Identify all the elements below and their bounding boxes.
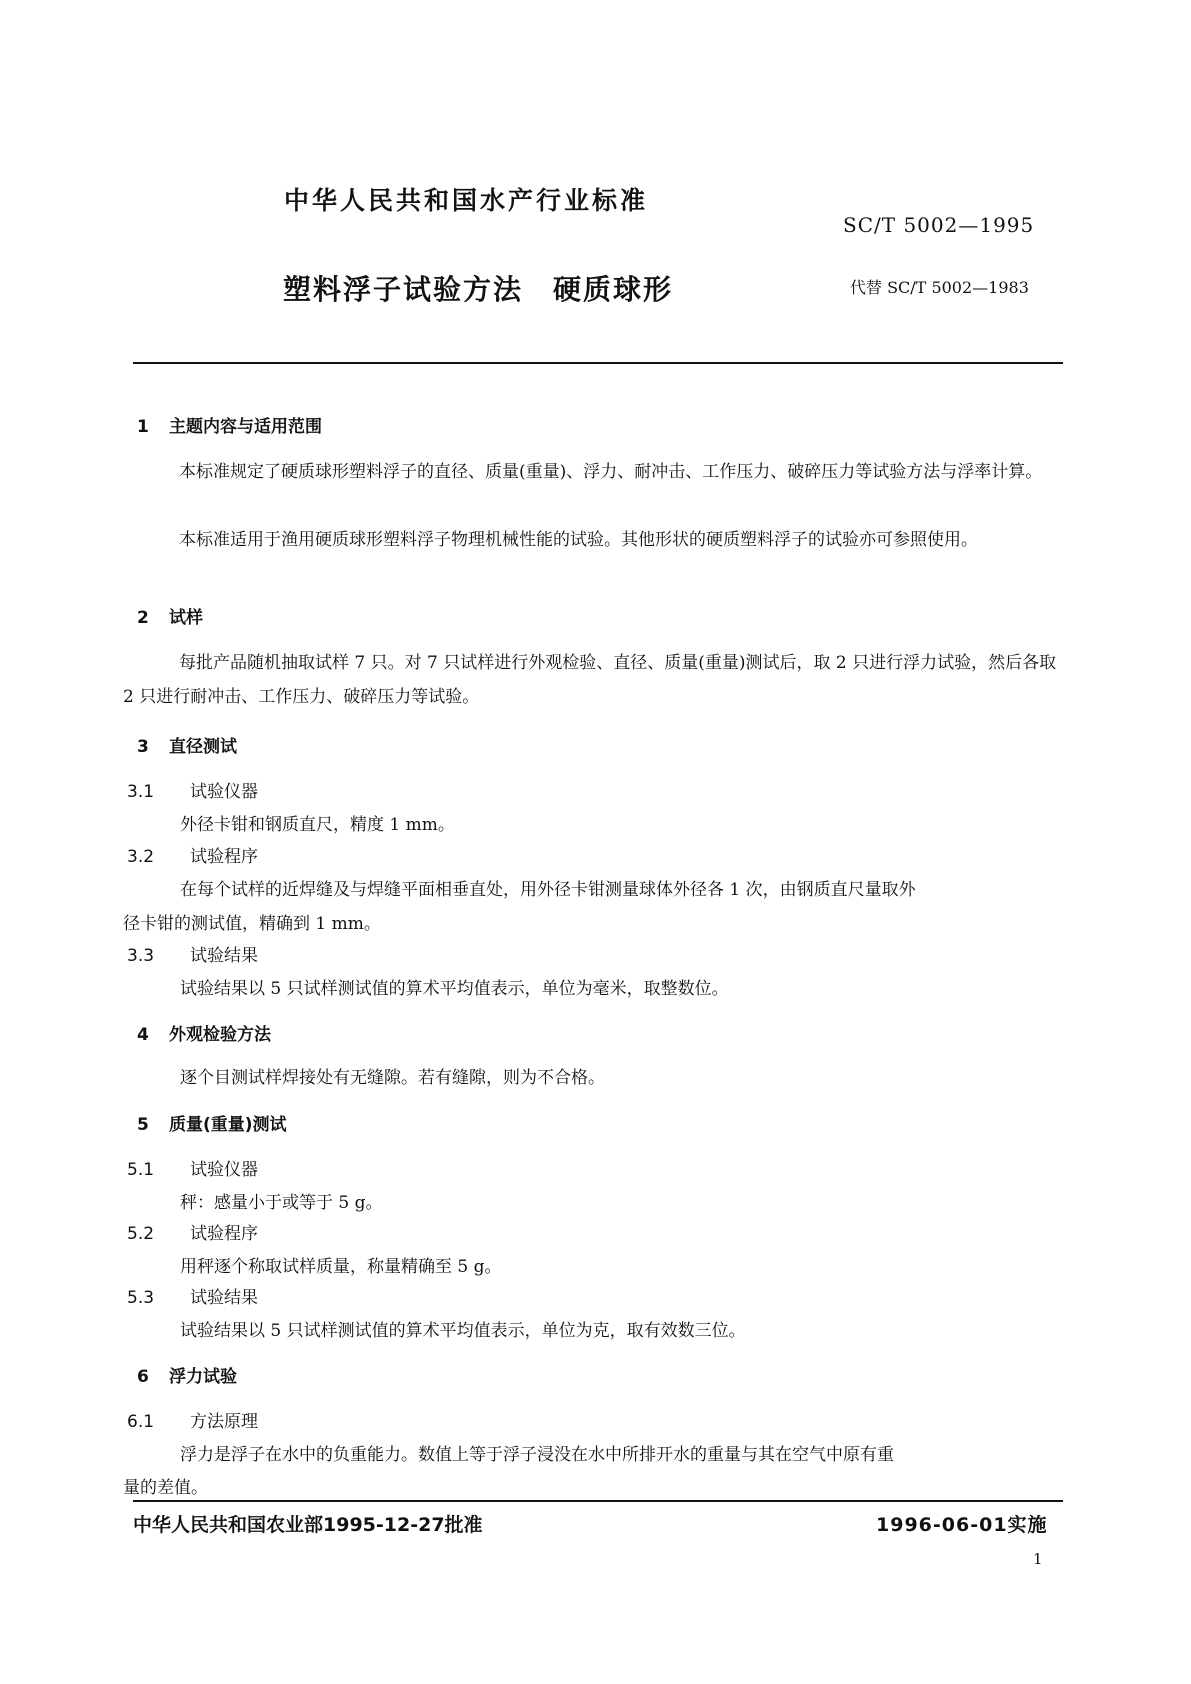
section-title: 外观检验方法	[169, 1025, 271, 1045]
subsection-title: 试验仪器	[190, 1160, 258, 1180]
section-4-text: 逐个目测试样焊接处有无缝隙。若有缝隙，则为不合格。	[180, 1068, 605, 1088]
subsection-3-3-text: 试验结果以 5 只试样测试值的算术平均值表示，单位为毫米，取整数位。	[180, 979, 729, 999]
standard-category-title: 中华人民共和国水产行业标准	[284, 186, 649, 215]
subsection-3-3-heading	[127, 941, 258, 966]
section-4-heading	[137, 1020, 271, 1045]
section-2-heading	[137, 603, 203, 628]
subsection-title: 方法原理	[190, 1412, 258, 1432]
subsection-title: 试验仪器	[190, 782, 258, 802]
section-1-heading	[137, 412, 322, 437]
section-5-heading	[137, 1110, 287, 1135]
subsection-5-1-heading	[127, 1155, 258, 1180]
section-number: 5	[137, 1115, 149, 1135]
subsection-3-1-text: 外径卡钳和钢质直尺，精度 1 mm。	[180, 815, 455, 835]
subsection-5-3-heading	[127, 1283, 258, 1308]
subsection-3-2-heading	[127, 842, 258, 867]
subsection-3-1-heading	[127, 777, 258, 802]
subsection-5-1-text: 秤：感量小于或等于 5 g。	[180, 1193, 383, 1213]
subsection-3-2-text-line-1: 在每个试样的近焊缝及与焊缝平面相垂直处，用外径卡钳测量球体外径各 1 次，由钢质直尺量取外	[180, 880, 916, 900]
approval-line: 中华人民共和国农业部1995-12-27批准	[133, 1514, 483, 1536]
header-divider	[133, 362, 1063, 364]
subsection-title: 试验程序	[190, 1224, 258, 1244]
document-title: 塑料浮子试验方法 硬质球形	[283, 273, 674, 306]
subsection-number: 6.1	[127, 1412, 155, 1432]
subsection-title: 试验结果	[190, 946, 258, 966]
standard-code: SC/T 5002—1995	[843, 213, 1035, 237]
subsection-5-2-heading	[127, 1219, 258, 1244]
page-number: 1	[1033, 1550, 1043, 1568]
subsection-number: 3.2	[127, 847, 155, 867]
section-number: 6	[137, 1367, 149, 1387]
effective-date: 1996-06-01实施	[876, 1514, 1048, 1536]
subsection-5-2-text: 用秤逐个称取试样质量，称量精确至 5 g。	[180, 1257, 502, 1277]
section-number: 2	[137, 608, 149, 628]
section-title: 试样	[169, 608, 203, 628]
section-3-heading	[137, 732, 237, 757]
subsection-6-1-text-line-2: 量的差值。	[123, 1478, 208, 1498]
section-number: 4	[137, 1025, 149, 1045]
section-title: 直径测试	[169, 737, 237, 757]
section-number: 3	[137, 737, 149, 757]
subsection-number: 5.3	[127, 1288, 155, 1308]
section-title: 浮力试验	[169, 1367, 237, 1387]
section-title: 主题内容与适用范围	[169, 417, 322, 437]
section-1-paragraph-2: 本标准适用于渔用硬质球形塑料浮子物理机械性能的试验。其他形状的硬质塑料浮子的试验亦可参照使用。	[179, 530, 978, 550]
subsection-number: 3.1	[127, 782, 155, 802]
section-title: 质量(重量)测试	[169, 1115, 287, 1135]
subsection-number: 5.2	[127, 1224, 155, 1244]
replaces-standard: 代替 SC/T 5002—1983	[850, 278, 1029, 297]
subsection-number: 5.1	[127, 1160, 155, 1180]
section-2-paragraph: 每批产品随机抽取试样 7 只。对 7 只试样进行外观检验、直径、质量(重量)测试后，取 2 只进行浮力试验，然后各取 2 只进行耐冲击、工作压力、破碎压力等试验。	[123, 653, 1057, 707]
subsection-5-3-text: 试验结果以 5 只试样测试值的算术平均值表示，单位为克，取有效数三位。	[180, 1321, 746, 1341]
section-1-paragraph-1: 本标准规定了硬质球形塑料浮子的直径、质量(重量)、浮力、耐冲击、工作压力、破碎压力等试验方法与浮率计算。	[179, 462, 1043, 482]
subsection-title: 试验程序	[190, 847, 258, 867]
section-6-heading	[137, 1362, 237, 1387]
subsection-3-2-text-line-2: 径卡钳的测试值，精确到 1 mm。	[123, 914, 381, 934]
subsection-6-1-text-line-1: 浮力是浮子在水中的负重能力。数值上等于浮子浸没在水中所排开水的重量与其在空气中原有重	[180, 1445, 894, 1465]
section-number: 1	[137, 417, 149, 437]
footer-divider	[133, 1500, 1063, 1502]
subsection-title: 试验结果	[190, 1288, 258, 1308]
subsection-number: 3.3	[127, 946, 155, 966]
subsection-6-1-heading	[127, 1407, 258, 1432]
